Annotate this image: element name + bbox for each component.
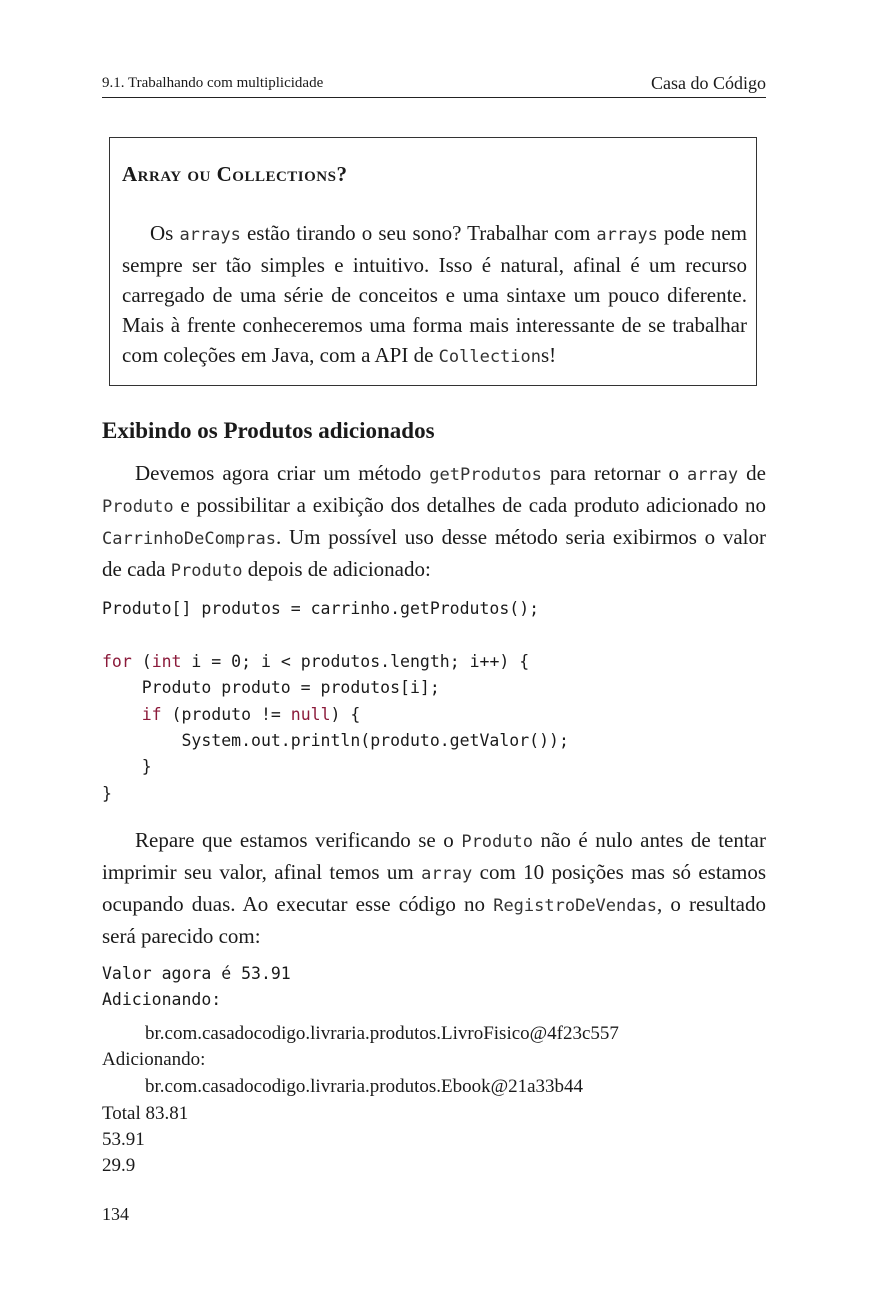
output-line: br.com.casadocodigo.livraria.produtos.Ebook@21a33b44 — [145, 1076, 584, 1097]
paragraph-text: não é nulo antes de tentar imprimir seu valor, afinal temos um — [102, 828, 766, 884]
paragraph-2 — [102, 825, 766, 951]
callout-text: Os — [150, 221, 180, 245]
section-title: Exibindo os Produtos adicionados — [102, 418, 435, 443]
inline-code: Produto — [170, 561, 243, 581]
code-text: i = 0; i < produtos.length; i++) { — [181, 651, 530, 671]
page-header — [102, 73, 766, 98]
callout-code: arrays — [596, 225, 658, 245]
output-line: Total 83.81 — [102, 1103, 189, 1124]
code-text: (produto != — [161, 704, 291, 724]
callout-title: Array ou Collections? — [122, 162, 348, 186]
code-keyword: int — [151, 651, 182, 671]
code-text — [102, 705, 142, 724]
callout-text: estão tirando o seu sono? Trabalhar com — [240, 221, 597, 245]
code-text: ) { — [330, 704, 361, 724]
code-line: Produto produto = produtos[i]; — [102, 678, 440, 698]
inline-code: RegistroDeVendas — [493, 896, 657, 916]
code-line: } — [102, 783, 112, 803]
paragraph-1 — [102, 458, 766, 586]
code-block — [102, 596, 569, 807]
paragraph-text: depois de adicionado: — [242, 557, 431, 581]
inline-code: Produto — [461, 832, 533, 852]
inline-code: array — [686, 465, 739, 485]
inline-code: getProdutos — [429, 465, 542, 485]
output-line: 53.91 — [102, 1129, 145, 1150]
paragraph-text: para retornar o — [541, 461, 687, 485]
paragraph-text: Devemos agora criar um método — [135, 461, 430, 485]
output-line: 29.9 — [102, 1155, 136, 1176]
callout-code: arrays — [179, 225, 241, 245]
code-line: System.out.println(produto.getValor()); — [102, 731, 569, 751]
code-keyword: null — [290, 704, 331, 724]
output-line: Valor agora é 53.91 — [102, 964, 291, 983]
callout-body — [122, 218, 747, 372]
code-keyword: if — [141, 704, 162, 724]
paragraph-text: com 10 posições mas só estamos ocupando duas. Ao executar esse código no — [102, 860, 766, 916]
code-keyword: for — [102, 651, 132, 671]
page-number: 134 — [102, 1204, 129, 1224]
inline-code: Produto — [102, 497, 174, 517]
paragraph-text: , o resultado será parecido com: — [102, 892, 766, 948]
output-line: Adicionando: — [102, 990, 222, 1009]
inline-code: array — [421, 864, 473, 884]
book-title: Casa do Código — [651, 73, 766, 93]
paragraph-text: Repare que estamos verificando se o — [135, 828, 462, 852]
code-line: } — [102, 757, 152, 777]
callout-text: pode nem sempre ser tão simples e intuitivo. Isso é natural, afinal é um recurso carregado de uma série de conceitos e uma sintaxe um pouco diferente. Mais à frente conheceremos uma forma mais interessante de se trabalhar com coleções em Java, com a API de — [122, 221, 747, 367]
output-line: br.com.casadocodigo.livraria.produtos.LivroFisico@4f23c557 — [145, 1023, 619, 1044]
inline-code: CarrinhoDeCompras — [102, 529, 276, 549]
callout-box — [109, 137, 757, 386]
section-header: 9.1. Trabalhando com multiplicidade — [102, 75, 324, 91]
paragraph-text: . Um possível uso desse método seria exibirmos o valor de cada — [102, 525, 766, 581]
code-text: ( — [131, 651, 152, 671]
paragraph-text: de — [738, 461, 766, 485]
callout-code: Collection — [438, 347, 541, 367]
callout-text: s! — [541, 343, 557, 367]
code-line: Produto[] produtos = carrinho.getProdutos(); — [102, 599, 540, 618]
output-line: Adicionando: — [102, 1049, 206, 1070]
paragraph-text: e possibilitar a exibição dos detalhes de cada produto adicionado no — [173, 493, 766, 517]
